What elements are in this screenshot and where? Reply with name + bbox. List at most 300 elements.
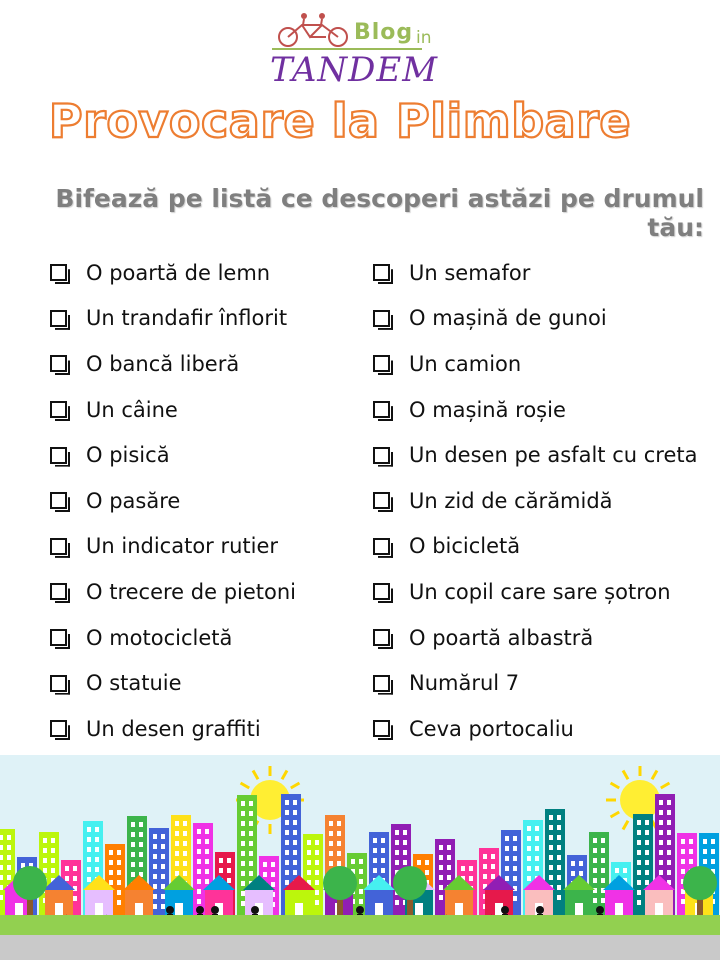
building-window [689,859,693,864]
building-window [183,831,187,836]
checklist-item[interactable] [373,478,697,524]
checkbox-icon[interactable] [50,264,67,281]
building-window [711,839,715,844]
building-window [505,846,509,851]
building-window [439,895,443,900]
building-window [637,900,641,905]
building-window [527,876,531,881]
building-window [271,882,275,887]
building-window [315,870,319,875]
building-window [241,851,245,856]
tandem-bike-icon [276,10,354,48]
checklist-item[interactable] [373,387,697,433]
building-window [579,871,583,876]
building-window [205,829,209,834]
page-subtitle: Bifează pe listă ce descoperi astăzi pe drumul tău: [55,184,704,242]
checklist-item-label: O mașină roșie [409,397,566,422]
checkbox-icon[interactable] [373,538,390,555]
building-window [95,837,99,842]
checklist-item[interactable] [50,250,296,296]
building-window [183,821,187,826]
building-window [505,856,509,861]
building-window [535,846,539,851]
building-window [681,859,685,864]
checklist-item[interactable] [50,478,296,524]
building-window [43,838,47,843]
checkbox-icon[interactable] [50,492,67,509]
building-window [667,840,671,845]
checkbox-icon[interactable] [373,629,390,646]
checklist-item-label: Un zid de cărămidă [409,488,613,513]
building-window [249,851,253,856]
building-window [557,885,561,890]
building-window [637,840,641,845]
building-window [95,847,99,852]
building-window [241,891,245,896]
building-window [359,859,363,864]
building-window [513,896,517,901]
building-window [241,871,245,876]
building-window [139,852,143,857]
building-window [469,866,473,871]
checkbox-icon[interactable] [50,401,67,418]
building-window [175,861,179,866]
checklist-item-label: O pisică [86,443,170,468]
building-window [439,875,443,880]
building-window [645,830,649,835]
building-window [637,820,641,825]
checklist-item-label: Un camion [409,351,522,376]
checklist-item[interactable] [373,250,697,296]
building-window [513,866,517,871]
checklist-item-label: O bancă liberă [86,351,240,376]
building-window [505,876,509,881]
building-window [483,874,487,879]
building-window [0,835,3,840]
person-head [211,906,219,914]
building-window [505,836,509,841]
building-window [293,830,297,835]
building-window [285,870,289,875]
house-door [295,903,303,915]
building-window [285,830,289,835]
checklist-item[interactable] [373,524,697,570]
building-window [43,858,47,863]
building-window [139,862,143,867]
building-window [535,866,539,871]
building-window [205,839,209,844]
house-door [135,903,143,915]
house-door [95,903,103,915]
building-window [153,894,157,899]
checklist-item-label: Ceva portocaliu [409,716,574,741]
building-window [373,848,377,853]
building-window [359,869,363,874]
checklist-item[interactable] [373,569,697,615]
checkbox-icon[interactable] [50,629,67,646]
building-window [197,879,201,884]
building-window [249,801,253,806]
building-window [117,870,121,875]
building-window [337,831,341,836]
checklist-item-label: O statuie [86,671,182,696]
checkbox-icon[interactable] [373,720,390,737]
building-window [373,858,377,863]
building-window [7,835,11,840]
building-window [7,865,11,870]
building-window [241,841,245,846]
house-door [455,903,463,915]
building-window [337,841,341,846]
building-window [439,855,443,860]
building-window [403,850,407,855]
checkbox-icon[interactable] [50,447,67,464]
building-window [249,811,253,816]
building-window [307,840,311,845]
checklist-item-label: Un indicator rutier [86,534,279,559]
building-window [659,810,663,815]
building-window [667,870,671,875]
building-window [285,850,289,855]
building-window [7,875,11,880]
checklist-item[interactable] [373,432,697,478]
building-window [293,810,297,815]
building-window [549,845,553,850]
checklist-item[interactable] [50,432,296,478]
house-door [55,903,63,915]
building-window [593,868,597,873]
building-window [513,846,517,851]
building-window [285,810,289,815]
building-window [153,874,157,879]
building-window [535,836,539,841]
checklist-item[interactable] [373,706,697,752]
checklist-item-label: O trecere de pietoni [86,579,296,604]
building-window [95,867,99,872]
checklist-right-column [373,250,697,752]
checklist-item[interactable] [50,569,296,615]
building-window [227,858,231,863]
building-window [535,826,539,831]
checkbox-icon[interactable] [373,355,390,372]
checklist-item[interactable] [50,615,296,661]
building-window [153,854,157,859]
building-window [373,868,377,873]
checkbox-icon[interactable] [373,492,390,509]
checkbox-icon[interactable] [373,401,390,418]
house-door [375,903,383,915]
checkbox-icon[interactable] [50,355,67,372]
building-window [197,849,201,854]
building-window [307,850,311,855]
building-window [51,858,55,863]
building-window [241,811,245,816]
checklist-item[interactable] [50,524,296,570]
building-window [447,875,451,880]
building-window [381,868,385,873]
building-window [711,859,715,864]
building-window [659,850,663,855]
building-window [557,855,561,860]
building-window [513,836,517,841]
building-window [659,820,663,825]
building-window [263,862,267,867]
building-window [483,864,487,869]
building-window [439,885,443,890]
building-window [117,890,121,895]
building-window [183,851,187,856]
building-window [109,880,113,885]
building-window [87,827,91,832]
checklist-item[interactable] [50,706,296,752]
building-window [527,826,531,831]
house-door [175,903,183,915]
building-window [557,815,561,820]
house-door [615,903,623,915]
building-window [307,870,311,875]
building-window [337,821,341,826]
building-window [109,850,113,855]
checkbox-icon[interactable] [373,310,390,327]
checklist-item[interactable] [50,296,296,342]
building-window [659,800,663,805]
building-window [271,862,275,867]
building-window [73,876,77,881]
building-window [601,858,605,863]
building-window [681,899,685,904]
building-window [0,855,3,860]
building-window [219,868,223,873]
building-window [593,878,597,883]
checkbox-icon[interactable] [50,583,67,600]
checklist-item-label: Un desen pe asfalt cu creta [409,443,698,468]
checklist-left-column [50,250,296,752]
building-window [51,848,55,853]
building-window [637,890,641,895]
building-window [659,840,663,845]
building-window [175,871,179,876]
building-window [557,865,561,870]
checkbox-icon[interactable] [373,583,390,600]
building-window [403,840,407,845]
building-window [637,880,641,885]
building-window [315,880,319,885]
building-window [329,841,333,846]
building-window [51,868,55,873]
checkbox-icon[interactable] [50,720,67,737]
building-window [197,829,201,834]
building-window [615,868,619,873]
building-window [139,822,143,827]
building-window [593,898,597,903]
building-window [461,866,465,871]
building-window [667,830,671,835]
building-window [667,850,671,855]
city-street-illustration [0,755,720,960]
building-window [183,861,187,866]
building-window [395,900,399,905]
building-window [315,890,319,895]
checkbox-icon[interactable] [50,675,67,692]
building-window [395,830,399,835]
checklist-item[interactable] [373,660,697,706]
building-window [381,838,385,843]
checkbox-icon[interactable] [50,538,67,555]
checklist-item[interactable] [50,341,296,387]
building-window [593,838,597,843]
building-window [285,860,289,865]
checklist-item-label: Un copil care sare șotron [409,579,671,604]
building-window [219,858,223,863]
building-window [131,862,135,867]
checklist-item-label: Un desen graffiti [86,716,261,741]
checklist-item[interactable] [50,387,296,433]
grass-strip [0,915,720,935]
building-window [293,870,297,875]
building-window [549,835,553,840]
checklist-item[interactable] [373,341,697,387]
building-window [703,839,707,844]
tree-icon [683,866,717,900]
building-window [161,834,165,839]
building-window [109,860,113,865]
building-window [659,860,663,865]
person-head [596,906,604,914]
building-window [87,847,91,852]
building-window [241,831,245,836]
building-window [623,868,627,873]
building-window [491,864,495,869]
house-door [15,903,23,915]
checklist-item[interactable] [50,660,296,706]
building-window [43,868,47,873]
building-window [73,866,77,871]
building-window [337,861,341,866]
building-window [271,872,275,877]
building-window [175,851,179,856]
tree-icon [393,866,427,900]
building-window [439,845,443,850]
building-window [293,850,297,855]
checkbox-icon[interactable] [373,264,390,281]
building-window [285,840,289,845]
house-door [415,903,423,915]
checklist-item-label: Un câine [86,397,178,422]
building-window [659,830,663,835]
building-window [285,880,289,885]
building-window [373,838,377,843]
checkbox-icon[interactable] [373,675,390,692]
building-window [439,865,443,870]
building-window [249,861,253,866]
building-window [557,875,561,880]
building-window [571,861,575,866]
checkbox-icon[interactable] [373,447,390,464]
house-door [655,903,663,915]
building-window [183,841,187,846]
person-head [251,906,259,914]
person-head [536,906,544,914]
building-window [183,871,187,876]
building-window [571,871,575,876]
person-head [166,906,174,914]
building-window [87,857,91,862]
building-window [139,842,143,847]
building-window [447,855,451,860]
building-window [197,859,201,864]
building-window [293,840,297,845]
building-window [359,879,363,884]
building-window [307,860,311,865]
building-window [527,836,531,841]
building-window [131,852,135,857]
person-head [196,906,204,914]
building-window [131,822,135,827]
checklist-item-label: O pasăre [86,488,181,513]
building-window [161,854,165,859]
building-window [197,889,201,894]
tree-icon [13,866,47,900]
building-window [549,875,553,880]
building-window [175,821,179,826]
building-window [87,877,91,882]
checklist-item-label: O poartă de lemn [86,260,271,285]
building-window [549,865,553,870]
building-window [637,830,641,835]
building-window [139,832,143,837]
building-window [73,896,77,901]
building-window [0,875,3,880]
building-window [395,840,399,845]
building-window [667,800,671,805]
building-window [593,858,597,863]
building-window [205,869,209,874]
building-window [241,821,245,826]
building-window [491,854,495,859]
building-window [205,879,209,884]
checklist-item[interactable] [373,296,697,342]
checklist-item-label: Un trandafir înflorit [86,306,288,331]
building-window [153,834,157,839]
building-window [249,821,253,826]
checklist-item-label: O bicicletă [409,534,521,559]
building-window [197,839,201,844]
building-window [645,860,649,865]
building-window [315,850,319,855]
checklist-item-label: O mașină de gunoi [409,306,607,331]
building-window [117,880,121,885]
building-window [513,856,517,861]
building-window [87,837,91,842]
building-window [227,878,231,883]
building-window [359,899,363,904]
checkbox-icon[interactable] [50,310,67,327]
building-window [711,849,715,854]
building-window [249,831,253,836]
building-window [659,870,663,875]
building-window [689,849,693,854]
building-window [293,860,297,865]
building-window [381,848,385,853]
checklist-item[interactable] [373,615,697,661]
building-window [153,864,157,869]
building-window [109,870,113,875]
building-window [205,849,209,854]
building-window [161,844,165,849]
house-door [575,903,583,915]
checklist-item-label: O poartă albastră [409,625,594,650]
building-window [425,870,429,875]
